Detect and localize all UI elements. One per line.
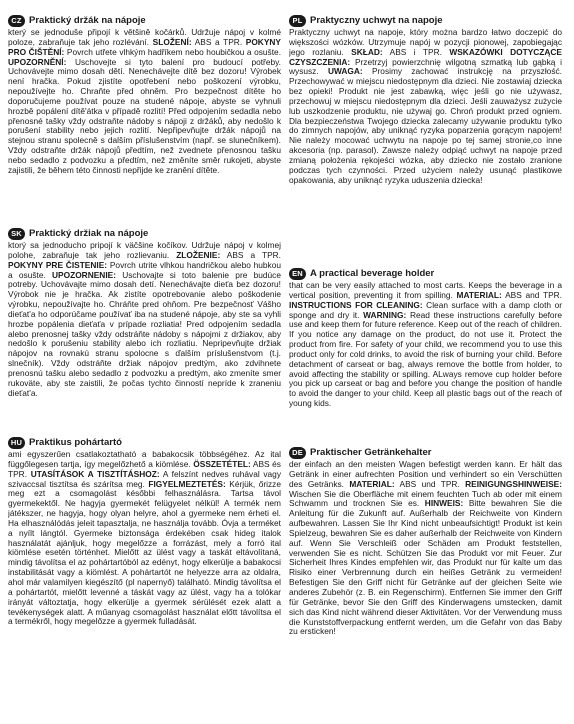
bold-heading-text: ÖSSZETÉTEL: (193, 458, 251, 469)
right-column (289, 14, 562, 724)
section-sk (8, 227, 281, 429)
section-body-cz (8, 28, 281, 220)
body-text: ABS a TPR. (191, 36, 246, 47)
bold-heading-text: SKŁAD: (351, 46, 383, 57)
bold-heading-text: ZLOŽENIE: (176, 249, 221, 260)
body-text: Kérjük, őrizze meg ezt a csomagolást későbbi felhasználásra. Tartsa távol gyermekektől. Ne hagyja gyermekét felügyelet nélkül! A termék nem játékszer, ne hagyja, hogy olyan helyre, ahol a gyermeke nem érheti el. Ha elhasználódás jeleit tapasztalja, ne használja tovább. Óvja a terméket a nyílt lángtól. Gyermeke biztonsága érdekében csak hideg italok használatát ajánljuk, hogy megelőzze a forrázást, mely a forró ital kiömlése esetén történhet. Mielőtt az ülést vagy a taskát eltávolítaná, mindig távolítsa el az pohártartóból az edényt, hogy elkerülje a babakocsi instabilitását vagy a kiömlést. A pohártartót ne helyezze arra az oldalra, ahol már valamilyen kiegészítő (pl napernyő) található. Mindig távolítsa el a pohártartót, mielőtt levenné a táskát vagy az ülést, vagy ha a tolókar irányát változtatja, hogy elkerülje a gyermek sérülését ezek alatt a tevékenységek alatt. A műanyag csomagolást használat előtt távolítsa el a termékről, hogy megelőzze a gyermek fulladását. (8, 478, 281, 627)
bold-heading-text: POKYNY PRO ČIŠTĚNÍ: (8, 36, 281, 57)
section-title-pl: Praktyczny uchwyt na napoje (310, 15, 443, 26)
bold-heading-text: WSKAZÓWKI DOTYCZĄCE CZYSZCZENIA: (289, 46, 562, 67)
section-de (289, 446, 562, 722)
body-text: který se jednoduše připojí k většině kočárků. Udržuje nápoj v kolmé poloze, zabraňuje tak jeho rozlévání. (8, 28, 281, 47)
section-title-en: A practical beverage holder (310, 268, 435, 279)
section-header (8, 436, 281, 449)
language-badge-en: EN (289, 268, 306, 280)
bold-heading-text: POKYNY PRE ČISTENIE: (8, 259, 108, 270)
section-body-en (289, 281, 562, 439)
section-cz (8, 14, 281, 220)
bold-heading-text: HINWEIS: (424, 498, 464, 509)
body-text: A felszínt nedves ruhával vagy szivaccsal tisztítsa és szárítsa meg. (8, 468, 281, 489)
body-text: Wischen Sie die Oberfläche mit einem feuchten Tuch ab oder mit einem Schwamm und trocknen Sie es. (289, 488, 562, 509)
body-text: Prosimy zachować instrukcję na przyszłość. Przechowywać w miejscu niedostępnym dla dzieci. Nie zostawiaj dziecka bez opieki! Produkt nie jest zabawką, więc jeśli go nie używasz, przechowuj w miejscu niedostępnym dla dzieci. Jeśli zauważysz zużycie lub uszkodzenie produktu, nie używaj go. Chroń produkt przed ogniem. Dla bezpieczeństwa Twojego dziecka zalecamy używanie produktu tylko do zimnych napojów, aby uniknąć ryzyka poparzenia gorącym napojem! Nie należy mocować uchwytu na napoje po tej samej stronie,co inne akcesoria (np. parasol). Zawsze należy odpiąć uchwyt na napoje przed zmianą położenia rękojeści wózka, aby dziecko nie zostało zranione podczas tych czynności. Przed użyciem należy usunąć plastikowe opakowania, aby uniknąć ryzyka uduszenia dziecka! (289, 66, 562, 185)
section-header (289, 267, 562, 280)
bold-heading-text: UPOZORNENIE: (52, 269, 116, 280)
body-text: ABS und TPR. (394, 478, 466, 489)
bold-heading-text: SLOŽENÍ: (152, 36, 192, 47)
section-body-hu (8, 450, 281, 702)
language-badge-pl: PL (289, 15, 306, 27)
bold-heading-text: UTASÍTÁSOK A TISZTÍTÁSHOZ: (30, 468, 160, 479)
bold-heading-text: MATERIAL: (349, 478, 395, 489)
body-text: Clean surface with a damp cloth or sponge and dry it. (289, 299, 562, 320)
bold-heading-text: FIGYELMEZTETÉS: (148, 478, 226, 489)
body-text: Read these instructions carefully before use and keep them for future reference. Keep out of the reach of children. If you notice any damage on the product, do not use it. Protect the product from fire. For safety of your child, we recommend you to use this product only for cold drinks, to avoid the risk of burning your child. Before detachment of carseat or bag, always remove the bottle from holder, to avoid affecting the stability or spilling. ALways remove cup holder before you pick up carseat or bag and before you change the position of handle to avoid the danger to your child. Keep all plastic bags out of the reach of young kids. (289, 309, 562, 409)
section-hu (8, 436, 281, 702)
body-text: Povrch utřete vlhkým hadříkem nebo houbičkou a osušte. (64, 46, 281, 57)
body-text: Uschovejte si tyto balení pro budoucí potřeby. Uchovávejte mimo dosah dětí. Nenechávejte dítě bez dozoru! Výrobek není hračka. Pokud zjistíte opotřebení nebo poškození výrobku, nepoužívejte ho. Chraňte před ohněm. Pro bezpečnost dítěte ho doporučujeme používat pouze na studené nápoje, abyste se vyhnuli hrozbě popálení dítě'átka v případě rozlití! Před odpojením sedadla nebo přenosné tašky vždy odstraňte nádoby s nápoji z držáků, aby nedošlo k porušení stability nebo jejich rozlití. Nepřipevňujte držák nápojů na stejnou stranu spolecně s dalším příslušenstvím (např. se slunečníkem). Vždy odstraňte držák nápojů předtím, než zvednete přenosnou tašku nebo sedadlo z podvozku a předtím, než změníte směr rukojeti, abyste zajistili, že během této činnosti nepřijde ke zranění dítěte. (8, 56, 281, 175)
language-badge-sk: SK (8, 228, 25, 240)
body-text: that can be very easily attached to most carts. Keeps the beverage in a vertical position, preventing it from spilling. (289, 281, 562, 300)
left-column (8, 14, 281, 709)
body-text: Bitte bewahren Sie die Anleitung für die Zukunft auf. Außerhalb der Reichweite von Kindern aufbewahren. Lassen Sie Ihr Kind nicht unbeaufsichtigt! Produkt ist kein Spielzeug, bewahren Sie es daher außerhalb der Reichweite von Kindern auf. Wenn Sie Verschleiß oder Schäden am Produkt feststellen, verwenden Sie es nicht. Schützen Sie das Produkt vor mit Feuer. Zur Sicherheit Ihres Kindes empfehlen wir, das Produkt nur für kalte um das Risiko einer Verbrennung durch ein heißes Getränk zu vermeiden! Befestigen Sie den Griff nicht für Getränke auf der gleichen Seite wie anderes Zubehör (z. B. ein Regenschirm). Entfernen Sie immer den Griff für Getränke, bevor Sie den Griff des Kinderwagens umstecken, damit sich das Kind nicht während dieser Aktivitäten. Vor der Verwendung muss die Kunststoffverpackung entfernt werden, um die Gefahr von das Baby zu ersticken! (289, 498, 562, 637)
bold-heading-text: MATERIAL: (456, 289, 502, 300)
language-badge-hu: HU (8, 437, 25, 449)
language-badge-cz: CZ (8, 15, 25, 27)
section-title-de: Praktischer Getränkehalter (310, 447, 432, 458)
body-text: ktorý sa jednoducho pripojí k väčšine kočíkov. Udržuje nápoj v kolmej polohe, zabraňuje tak jeho rozlievaniu. (8, 241, 281, 260)
body-text: Praktyczny uchwyt na napoje, który można bardzo łatwo doczepić do większości wózków. Utrzymuje napój w pozycji pionowej, zapobiegając jego rozlaniu. (289, 28, 562, 57)
section-body-pl (289, 28, 562, 260)
section-pl (289, 14, 562, 260)
section-header (289, 14, 562, 27)
section-header (8, 14, 281, 27)
body-text: ABS and TPR. (501, 289, 562, 300)
bold-heading-text: UWAGA: (327, 66, 363, 77)
body-text: Przetrzyj powierzchnię wilgotną szmatką lub gąbką i wysusz. (289, 56, 562, 77)
section-header (289, 446, 562, 459)
body-text: Uschovajte si toto balenie pre budúce potreby. Uchovávajte mimo dosah detí. Nenechávajte dieťa bez dozoru! Výrobok nie je hračka. Ak zistíte opotrebovanie alebo poškodenie výrobku, nepoužívajte ho. Chráňte pred ohňom. Pre bezpečnosť Vášho dieťat'a ho odporúčame používať iba na studené nápoje, aby ste sa vyhli hrozbe popálenia dieťaťa v prípade rozliatia! Pred odpojením sedadla alebo prenosnej tašky vždy odstráňte nádoby s nápojmi z držiakov, aby nedošlo k porušeniu stability alebo ich rozliatiu. Nepripevňujte držiak nápojov na rovnakú stranu spolocne s ďalším príslušenstvom (t.j. slnečník). Vždy odstráňte držiak nápojov predtým, ako zdvihnete prenosnú tašku alebo sedadlo z podvozku a predtým, ako zmeníte smer rukoväte, aby ste zaistili, že počas tychto činností nepríde k zraneniu dieťat'a. (8, 269, 281, 398)
body-text: ami egyszerűen csatlakoztatható a babakocsik többségéhez. Az ital függőlegesen tartja, így megelőzhető a kiömlése. (8, 450, 281, 469)
bold-heading-text: REINIGUNGSHINWEISE: (465, 478, 562, 489)
body-text: der einfach an den meisten Wagen befestigt werden kann. Er hält das Getränk in einer aufrechten Position und verhindert so ein Verschütten des Getränks. (289, 460, 562, 489)
bold-heading-text: UPOZORNĚNÍ: (8, 56, 67, 67)
body-text: Povrch utrite vlhkou handričkou alebo hubkou a osušte. (8, 259, 281, 280)
body-text: ABS és TPR. (8, 458, 281, 479)
language-badge-de: DE (289, 447, 306, 459)
section-body-sk (8, 241, 281, 429)
section-title-sk: Praktický držiak na nápoje (29, 228, 149, 239)
body-text: ABS a TPR. (220, 249, 281, 260)
bold-heading-text: INSTRUCTIONS FOR CLEANING: (289, 299, 423, 310)
section-en (289, 267, 562, 439)
bold-heading-text: WARNING: (363, 309, 407, 320)
section-title-cz: Praktický držák na nápoje (29, 15, 146, 26)
body-text: ABS i TPR. (382, 46, 450, 57)
section-header (8, 227, 281, 240)
section-body-de (289, 460, 562, 722)
section-title-hu: Praktikus pohártartó (29, 437, 122, 448)
